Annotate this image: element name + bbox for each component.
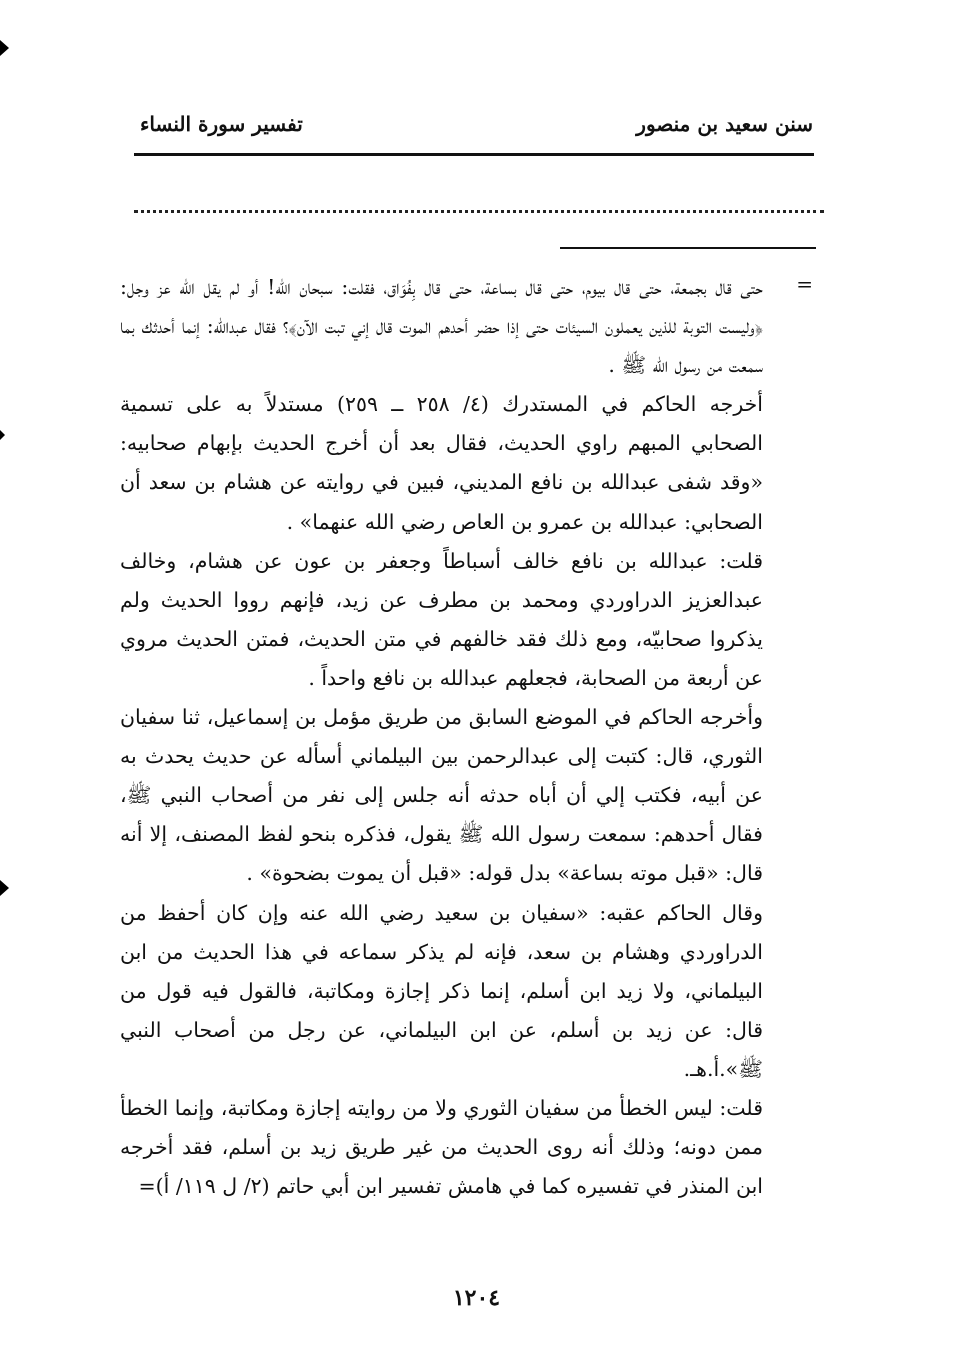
header-rule [134, 153, 814, 156]
running-header-book-title: سنن سعيد بن منصور [636, 112, 813, 136]
scan-edge-mark [0, 880, 9, 896]
footnote-separator [560, 247, 816, 249]
paragraph: حتى قال بجمعة، حتى قال بيوم، حتى قال بساعة، حتى قال بِفُوَاق، فقلت: سبحان الله! أو لم يقل الله عز وجل: ﴿وليست التوبة للذين يعملون السيئات حتى إذا حضر أحدهم الموت قال إني تبت الآن﴾؟ فقال عبدالله: إنما أحدثك بما سمعت من رسول الله ﷺ . [120, 275, 763, 378]
dotted-separator [134, 210, 824, 213]
paragraph: وأخرجه الحاكم في الموضع السابق من طريق مؤمل بن إسماعيل، ثنا سفيان الثوري، قال: كتبت إلى عبدالرحمن بين البيلماني أسأله عن حديث يحدث به عن أبيه، فكتب إلي أن أباه حدثه أنه جلس إلى نفر من أصحاب النبي ﷺ، فقال أحدهم: سمعت رسول الله ﷺ يقول، فذكره بنحو لفظ المصنف، إلا أنه قال: «قبل موته بساعة» بدل قوله: «قبل أن يموت بضحوة» . [120, 705, 763, 886]
footnote-body [120, 268, 763, 1206]
paragraph: قلت: ليس الخطأ من سفيان الثوري ولا من روايته إجازة ومكاتبة، وإنما الخطأ ممن دونه؛ وذلك أنه روى الحديث من غير طريق زيد بن أسلم، فقد أخرجه ابن المنذر في تفسيره كما في هامش تفسير ابن أبي حاتم (٢/ ل ١١٩/ أ)= [120, 1095, 763, 1199]
scan-edge-mark [0, 430, 5, 440]
page-number: ١٢٠٤ [452, 1285, 501, 1311]
running-header-section-title: تفسير سورة النساء [140, 112, 303, 136]
scan-edge-mark [0, 40, 9, 56]
paragraph: قلت: عبدالله بن نافع خالف أسباطاً وجعفر بن عون عن هشام، وخالف عبدالعزيز الدراوردي ومحمد بن مطرف عن زيد، فإنهم رووا الحديث ولم يذكروا صحابيّه، ومع ذلك فقد خالفهم في متن الحديث، فمتن الحديث مروي عن أربعة من الصحابة، فجعلهم عبدالله بن نافع واحداً . [120, 548, 763, 690]
continuation-mark: = [796, 272, 813, 296]
paragraph: وقال الحاكم عقبه: «سفيان بن سعيد رضي الله عنه وإن كان أحفظ من الدراوردي وهشام بن سعد، فإنه لم يذكر سماعه في هذا الحديث من ابن البيلماني، ولا زيد ابن أسلم، إنما ذكر إجازة ومكاتبة، فالقول فيه قول من قال: عن زيد بن أسلم، عن ابن البيلماني، عن رجل من أصحاب النبي ﷺ».أ.هـ. [120, 900, 763, 1081]
paragraph: أخرجه الحاكم في المستدرك (٤/ ٢٥٨ ــ ٢٥٩) مستدلاً به على تسمية الصحابي المبهم راوي الحديث، فقال بعد أن أخرج الحديث بإبهام صحابيه: «وقد شفى عبدالله بن نافع المديني، فبين في روايته عن هشام بن سعد أن الصحابي: عبدالله بن عمرو بن العاص رضي الله عنهما» . [120, 392, 763, 534]
